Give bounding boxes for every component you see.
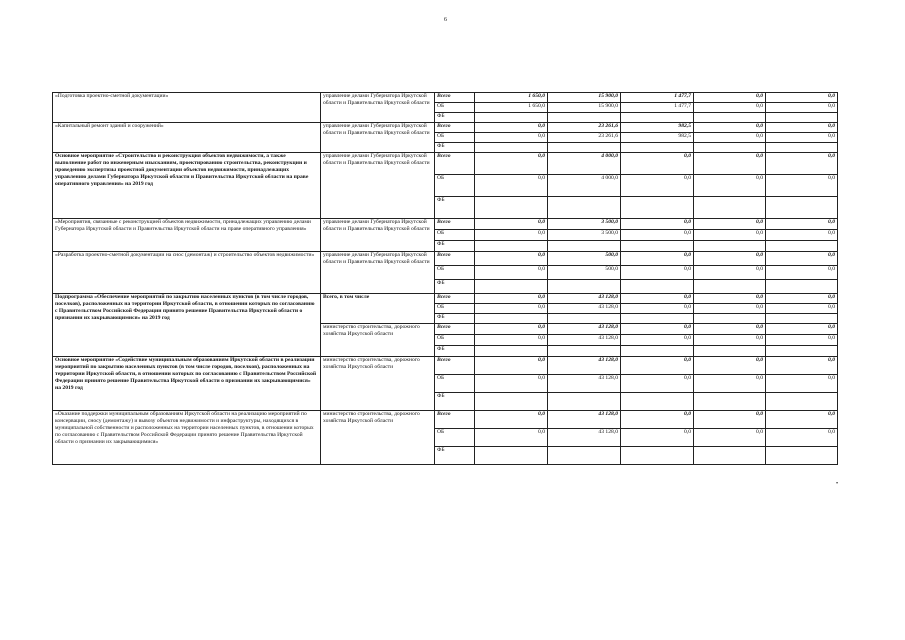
amount-cell bbox=[548, 314, 621, 324]
responsible-executor: управление делами Губернатора Иркутской области и Правительства Иркутской области bbox=[321, 123, 435, 153]
funding-source: ФБ bbox=[435, 393, 475, 411]
funding-source: ОБ bbox=[435, 175, 475, 197]
amount-cell: 0,0 bbox=[475, 123, 548, 133]
funding-source: ФБ bbox=[435, 346, 475, 357]
amount-cell bbox=[766, 143, 838, 153]
amount-cell: 0,0 bbox=[621, 375, 694, 393]
amount-cell bbox=[694, 447, 766, 465]
activity-name: «Разработка проектно-сметной документации на снос (демонтаж) и строительство объектов недвижимости» bbox=[53, 252, 321, 294]
amount-cell: 0,0 bbox=[766, 123, 838, 133]
amount-cell: 0,0 bbox=[766, 93, 838, 103]
amount-cell: 982,5 bbox=[621, 133, 694, 143]
responsible-executor: управление делами Губернатора Иркутской области и Правительства Иркутской области bbox=[321, 93, 435, 123]
funding-source: ФБ bbox=[435, 113, 475, 123]
amount-cell: 0,0 bbox=[766, 375, 838, 393]
amount-cell: 0,0 bbox=[694, 175, 766, 197]
activity-name: Основное мероприятие «Содействие муниципальным образованиям Иркутской области в реализации мероприятий по закрытию населенных пунктов (в том числе городов, поселков), расположенных на территории Иркутской области, в отношении которых по согласованию с Правительством Российской Федерации принято решение Правительства Иркутской области о признании их закрывающимися» на 2019 год bbox=[53, 357, 321, 411]
amount-cell: 0,0 bbox=[694, 324, 766, 335]
amount-cell: 1 477,7 bbox=[621, 93, 694, 103]
amount-cell bbox=[766, 197, 838, 219]
subprogram-total-label: Всего, в том числе bbox=[321, 294, 435, 324]
amount-cell: 0,0 bbox=[475, 429, 548, 447]
amount-cell: 0,0 bbox=[694, 230, 766, 241]
amount-cell bbox=[766, 241, 838, 252]
amount-cell: 43 128,0 bbox=[548, 357, 621, 375]
table-row-total bbox=[53, 252, 838, 266]
amount-cell: 0,0 bbox=[766, 103, 838, 113]
amount-cell: 43 128,0 bbox=[548, 411, 621, 429]
amount-cell: 43 128,0 bbox=[548, 294, 621, 304]
margin-mark: • bbox=[836, 481, 839, 487]
amount-cell bbox=[766, 393, 838, 411]
amount-cell bbox=[548, 346, 621, 357]
amount-cell: 0,0 bbox=[694, 252, 766, 266]
amount-cell bbox=[548, 241, 621, 252]
amount-cell: 0,0 bbox=[694, 219, 766, 230]
amount-cell bbox=[694, 314, 766, 324]
amount-cell: 0,0 bbox=[766, 304, 838, 314]
amount-cell bbox=[475, 143, 548, 153]
amount-cell: 0,0 bbox=[694, 153, 766, 175]
amount-cell: 0,0 bbox=[766, 294, 838, 304]
funding-source: Всего bbox=[435, 123, 475, 133]
amount-cell: 982,5 bbox=[621, 123, 694, 133]
amount-cell: 0,0 bbox=[694, 411, 766, 429]
amount-cell bbox=[621, 280, 694, 294]
amount-cell: 15 900,0 bbox=[548, 103, 621, 113]
amount-cell: 0,0 bbox=[475, 252, 548, 266]
table-row-total bbox=[53, 153, 838, 175]
amount-cell: 0,0 bbox=[694, 335, 766, 346]
funding-source: ОБ bbox=[435, 266, 475, 280]
amount-cell: 0,0 bbox=[475, 133, 548, 143]
amount-cell bbox=[694, 241, 766, 252]
amount-cell: 0,0 bbox=[475, 324, 548, 335]
activity-name: Основное мероприятие «Строительство и реконструкция объектов недвижимости, а также выполнение работ по инженерным изысканиям, проектированию строительства, реконструкции и проведению экспертизы проектной документации объектов недвижимости, принадлежащих управлению делами Губернатора Иркутской области и Правительства Иркутской области на праве оперативного управления» на 2019 год bbox=[53, 153, 321, 219]
budget-table bbox=[52, 92, 838, 465]
amount-cell: 0,0 bbox=[621, 230, 694, 241]
amount-cell: 0,0 bbox=[694, 133, 766, 143]
responsible-executor: управление делами Губернатора Иркутской области и Правительства Иркутской области bbox=[321, 252, 435, 294]
amount-cell bbox=[475, 346, 548, 357]
subprogram-name: Подпрограмма «Обеспечение мероприятий по закрытию населенных пунктов (в том числе городов, поселков), расположенных на территории Иркутской области, в отношении которых по согласованию с Правительством Российской Федерации принято решение Правительства Иркутской области о признании их закрывающимися» на 2019 год bbox=[53, 294, 321, 357]
amount-cell: 0,0 bbox=[475, 266, 548, 280]
funding-source: ОБ bbox=[435, 335, 475, 346]
responsible-executor: министерство строительства, дорожного хозяйства Иркутской области bbox=[321, 357, 435, 411]
amount-cell: 0,0 bbox=[621, 411, 694, 429]
amount-cell: 3 500,0 bbox=[548, 230, 621, 241]
amount-cell: 43 128,0 bbox=[548, 324, 621, 335]
amount-cell: 0,0 bbox=[621, 153, 694, 175]
amount-cell bbox=[621, 197, 694, 219]
funding-source: Всего bbox=[435, 252, 475, 266]
amount-cell: 0,0 bbox=[475, 175, 548, 197]
amount-cell bbox=[694, 197, 766, 219]
amount-cell: 0,0 bbox=[766, 153, 838, 175]
amount-cell bbox=[766, 314, 838, 324]
amount-cell: 0,0 bbox=[694, 294, 766, 304]
amount-cell: 1 650,0 bbox=[475, 93, 548, 103]
amount-cell: 0,0 bbox=[766, 266, 838, 280]
amount-cell: 0,0 bbox=[766, 357, 838, 375]
amount-cell bbox=[766, 113, 838, 123]
amount-cell bbox=[475, 314, 548, 324]
funding-source: ФБ bbox=[435, 314, 475, 324]
amount-cell: 0,0 bbox=[475, 230, 548, 241]
amount-cell bbox=[766, 447, 838, 465]
amount-cell: 0,0 bbox=[621, 357, 694, 375]
funding-source: ОБ bbox=[435, 304, 475, 314]
amount-cell: 0,0 bbox=[621, 304, 694, 314]
amount-cell: 0,0 bbox=[475, 304, 548, 314]
amount-cell: 43 128,0 bbox=[548, 429, 621, 447]
amount-cell: 0,0 bbox=[621, 175, 694, 197]
amount-cell bbox=[694, 280, 766, 294]
funding-source: Всего bbox=[435, 324, 475, 335]
funding-source: ОБ bbox=[435, 429, 475, 447]
amount-cell bbox=[766, 346, 838, 357]
amount-cell: 0,0 bbox=[475, 294, 548, 304]
activity-name: «Оказание поддержки муниципальным образованиям Иркутской области на реализацию мероприятий по консервации, сносу (демонтажу) и вывозу объектов недвижимости и инфраструктуры, находящихся в муниципальной собственности и расположенных на территории населенных пунктов, в отношении которых по согласованию с Правительством Российской Федерации принято решение Правительства Иркутской области о признании их закрывающимися» bbox=[53, 411, 321, 465]
amount-cell: 0,0 bbox=[694, 304, 766, 314]
funding-source: Всего bbox=[435, 93, 475, 103]
amount-cell: 3 500,0 bbox=[548, 219, 621, 230]
amount-cell bbox=[766, 280, 838, 294]
amount-cell: 0,0 bbox=[475, 219, 548, 230]
amount-cell: 0,0 bbox=[475, 335, 548, 346]
table-row-total bbox=[53, 123, 838, 133]
amount-cell bbox=[548, 143, 621, 153]
amount-cell: 23 261,6 bbox=[548, 133, 621, 143]
funding-source: Всего bbox=[435, 411, 475, 429]
amount-cell bbox=[621, 393, 694, 411]
table-row-total bbox=[53, 411, 838, 429]
responsible-executor: управление делами Губернатора Иркутской области и Правительства Иркутской области bbox=[321, 219, 435, 252]
table-row-total bbox=[53, 219, 838, 230]
amount-cell: 0,0 bbox=[766, 324, 838, 335]
funding-source: ФБ bbox=[435, 143, 475, 153]
amount-cell bbox=[621, 113, 694, 123]
funding-source: Всего bbox=[435, 357, 475, 375]
table-row bbox=[53, 294, 838, 304]
amount-cell bbox=[621, 143, 694, 153]
amount-cell: 0,0 bbox=[766, 133, 838, 143]
amount-cell: 0,0 bbox=[694, 123, 766, 133]
amount-cell bbox=[694, 346, 766, 357]
amount-cell bbox=[621, 346, 694, 357]
table-row-total bbox=[53, 357, 838, 375]
amount-cell: 0,0 bbox=[766, 411, 838, 429]
amount-cell: 4 000,0 bbox=[548, 153, 621, 175]
amount-cell bbox=[475, 393, 548, 411]
funding-source: ОБ bbox=[435, 375, 475, 393]
amount-cell bbox=[475, 197, 548, 219]
funding-source: ОБ bbox=[435, 230, 475, 241]
amount-cell: 0,0 bbox=[621, 429, 694, 447]
amount-cell: 1 477,7 bbox=[621, 103, 694, 113]
amount-cell bbox=[475, 447, 548, 465]
funding-source: Всего bbox=[435, 153, 475, 175]
amount-cell: 0,0 bbox=[766, 219, 838, 230]
amount-cell bbox=[548, 197, 621, 219]
amount-cell: 0,0 bbox=[766, 429, 838, 447]
amount-cell: 500,0 bbox=[548, 266, 621, 280]
amount-cell bbox=[548, 447, 621, 465]
amount-cell: 0,0 bbox=[621, 335, 694, 346]
funding-source: ОБ bbox=[435, 103, 475, 113]
amount-cell: 23 261,6 bbox=[548, 123, 621, 133]
funding-source: Всего bbox=[435, 294, 475, 304]
amount-cell: 0,0 bbox=[766, 252, 838, 266]
amount-cell bbox=[475, 280, 548, 294]
amount-cell: 0,0 bbox=[621, 294, 694, 304]
amount-cell: 0,0 bbox=[694, 93, 766, 103]
amount-cell bbox=[621, 314, 694, 324]
amount-cell: 0,0 bbox=[475, 357, 548, 375]
amount-cell bbox=[548, 393, 621, 411]
amount-cell: 0,0 bbox=[766, 335, 838, 346]
amount-cell: 0,0 bbox=[766, 175, 838, 197]
amount-cell bbox=[475, 241, 548, 252]
amount-cell bbox=[548, 280, 621, 294]
amount-cell: 0,0 bbox=[766, 230, 838, 241]
amount-cell bbox=[694, 393, 766, 411]
amount-cell bbox=[621, 447, 694, 465]
page-number: 6 bbox=[444, 17, 447, 23]
funding-source: ФБ bbox=[435, 280, 475, 294]
activity-name: «Капитальный ремонт зданий и сооружений» bbox=[53, 123, 321, 153]
amount-cell: 0,0 bbox=[621, 266, 694, 280]
amount-cell: 0,0 bbox=[694, 357, 766, 375]
amount-cell bbox=[621, 241, 694, 252]
funding-source: ФБ bbox=[435, 241, 475, 252]
activity-name: «Мероприятия, связанные с реконструкцией объектов недвижимости, принадлежащих управлению делами Губернатора Иркутской области и Правительства Иркутской области на праве оперативного управления» bbox=[53, 219, 321, 252]
table-row-total bbox=[53, 93, 838, 103]
amount-cell: 0,0 bbox=[694, 375, 766, 393]
amount-cell bbox=[548, 113, 621, 123]
activity-name: «Подготовка проектно-сметной документации» bbox=[53, 93, 321, 123]
amount-cell: 15 900,0 bbox=[548, 93, 621, 103]
amount-cell: 43 128,0 bbox=[548, 375, 621, 393]
amount-cell: 0,0 bbox=[694, 266, 766, 280]
amount-cell bbox=[694, 143, 766, 153]
funding-source: ФБ bbox=[435, 197, 475, 219]
responsible-executor: министерство строительства, дорожного хозяйства Иркутской области bbox=[321, 411, 435, 465]
amount-cell: 0,0 bbox=[621, 252, 694, 266]
funding-source: ФБ bbox=[435, 447, 475, 465]
amount-cell: 4 000,0 bbox=[548, 175, 621, 197]
amount-cell: 43 128,0 bbox=[548, 335, 621, 346]
amount-cell: 1 650,0 bbox=[475, 103, 548, 113]
amount-cell: 0,0 bbox=[475, 153, 548, 175]
amount-cell: 43 128,0 bbox=[548, 304, 621, 314]
amount-cell bbox=[475, 113, 548, 123]
funding-source: ОБ bbox=[435, 133, 475, 143]
amount-cell: 0,0 bbox=[621, 324, 694, 335]
amount-cell: 0,0 bbox=[475, 375, 548, 393]
responsible-executor: управление делами Губернатора Иркутской области и Правительства Иркутской области bbox=[321, 153, 435, 219]
responsible-executor: министерство строительства, дорожного хозяйства Иркутской области bbox=[321, 324, 435, 357]
amount-cell: 0,0 bbox=[621, 219, 694, 230]
amount-cell: 500,0 bbox=[548, 252, 621, 266]
amount-cell bbox=[694, 113, 766, 123]
funding-source: Всего bbox=[435, 219, 475, 230]
amount-cell: 0,0 bbox=[694, 103, 766, 113]
amount-cell: 0,0 bbox=[694, 429, 766, 447]
amount-cell: 0,0 bbox=[475, 411, 548, 429]
